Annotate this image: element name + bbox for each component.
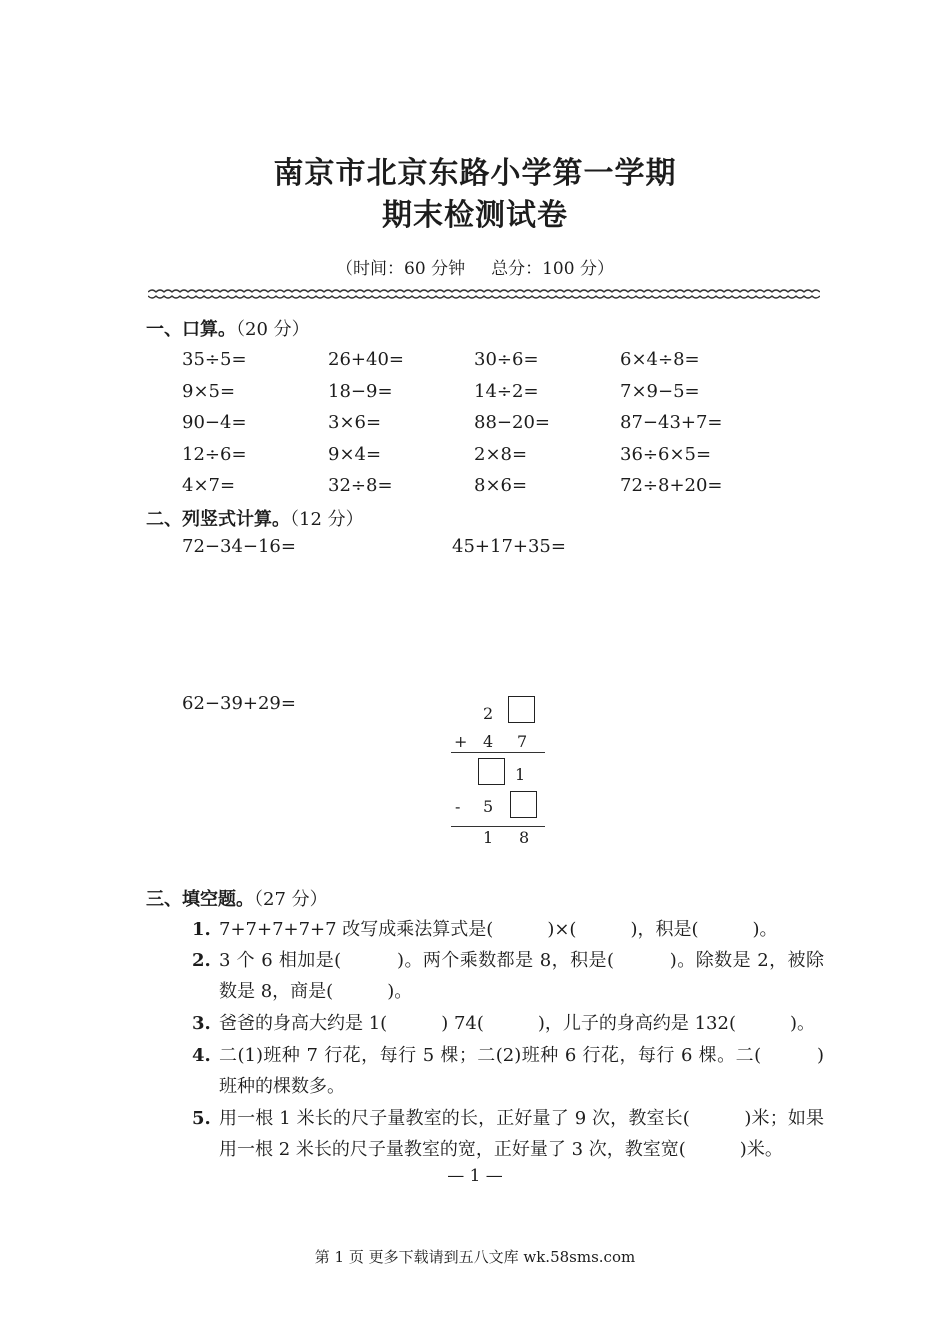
- exam-meta: [0, 254, 950, 279]
- oral-row: [182, 344, 822, 376]
- oral-problem: 32÷8=: [328, 475, 393, 497]
- question-text: 3 个 6 相加是( )。两个乘数都是 8，积是( )。除数是 2，被除数是 8，商是( )。: [219, 950, 824, 1002]
- oral-problem: 12÷6=: [182, 443, 247, 465]
- oral-problem: 30÷6=: [474, 349, 539, 371]
- vertical-calc-3: 62−39+29=: [182, 693, 296, 714]
- exam-title-line1: 南京市北京东路小学第一学期: [273, 156, 677, 191]
- section1-points: （20 分）: [236, 319, 310, 340]
- section1-title: 一、口算。: [146, 319, 236, 340]
- vertical-fill-in-puzzle: [445, 690, 555, 850]
- section2-points: （12 分）: [290, 509, 364, 530]
- question-number: 4.: [192, 1045, 211, 1066]
- digit: 8: [519, 828, 530, 847]
- oral-problem: 4×7=: [182, 475, 236, 497]
- question-text: 7+7+7+7+7 改写成乘法算式是( )×( )，积是( )。: [219, 919, 778, 940]
- digit: 7: [517, 732, 528, 751]
- digit: 1: [515, 765, 526, 784]
- download-footer: 第 1 页 更多下载请到五八文库 wk.58sms.com: [314, 1248, 636, 1266]
- exam-title-line2: 期末检测试卷: [382, 198, 568, 233]
- section3-heading: [146, 885, 328, 911]
- oral-row: [182, 470, 822, 502]
- sum-line: [451, 752, 545, 753]
- oral-problem: 26+40=: [328, 349, 404, 371]
- oral-problem: 88−20=: [474, 412, 550, 434]
- oral-problem: 72÷8+20=: [620, 475, 723, 497]
- section3-title: 三、填空题。: [146, 889, 254, 910]
- oral-problem: 3×6=: [328, 412, 382, 434]
- oral-problem: 9×5=: [182, 380, 236, 402]
- minus-sign: -: [455, 797, 461, 816]
- oral-row: [182, 407, 822, 439]
- oral-problem: 35÷5=: [182, 349, 247, 371]
- question-number: 5.: [192, 1108, 211, 1129]
- question-text: 二(1)班种 7 行花，每行 5 棵；二(2)班种 6 行花，每行 6 棵。二( )班种的棵数多。: [219, 1045, 824, 1097]
- decorative-divider: [148, 287, 820, 301]
- total-score: 总分：100 分）: [491, 259, 614, 279]
- oral-problem: 7×9−5=: [620, 380, 700, 402]
- plus-sign: +: [454, 732, 468, 751]
- answer-box[interactable]: [510, 791, 537, 818]
- digit: 1: [483, 828, 494, 847]
- oral-row: [182, 376, 822, 408]
- digit: 5: [483, 797, 494, 816]
- page-number: — 1 —: [447, 1166, 503, 1186]
- vertical-calc-1: 72−34−16=: [182, 536, 296, 557]
- oral-problem: 14÷2=: [474, 380, 539, 402]
- oral-problem: 9×4=: [328, 443, 382, 465]
- question-text: 用一根 1 米长的尺子量教室的长，正好量了 9 次，教室长( )米；如果用一根 2 米长的尺子量教室的宽，正好量了 3 次，教室宽( )米。: [219, 1108, 824, 1160]
- question-text: 爸爸的身高大约是 1( ) 74( )，儿子的身高约是 132( )。: [219, 1013, 816, 1034]
- time-limit: （时间：60 分钟: [336, 259, 466, 279]
- question-number: 2.: [192, 950, 211, 971]
- section3-points: （27 分）: [254, 889, 328, 910]
- oral-problem: 90−4=: [182, 412, 247, 434]
- oral-problem: 18−9=: [328, 380, 393, 402]
- section1-heading: [146, 315, 310, 341]
- answer-box[interactable]: [508, 696, 535, 723]
- oral-problem: 2×8=: [474, 443, 528, 465]
- section2-title: 二、列竖式计算。: [146, 509, 290, 530]
- section2-heading: [146, 505, 364, 531]
- difference-line: [451, 826, 545, 827]
- oral-problem: 87−43+7=: [620, 412, 723, 434]
- oral-arithmetic-grid: [182, 344, 822, 502]
- digit: 4: [483, 732, 494, 751]
- digit: 2: [483, 704, 494, 723]
- oral-problem: 36÷6×5=: [620, 443, 712, 465]
- question-number: 3.: [192, 1013, 211, 1034]
- oral-row: [182, 439, 822, 471]
- vertical-calc-2: 45+17+35=: [452, 536, 566, 557]
- oral-problem: 8×6=: [474, 475, 528, 497]
- answer-box[interactable]: [478, 758, 505, 785]
- oral-problem: 6×4÷8=: [620, 349, 700, 371]
- question-number: 1.: [192, 919, 211, 940]
